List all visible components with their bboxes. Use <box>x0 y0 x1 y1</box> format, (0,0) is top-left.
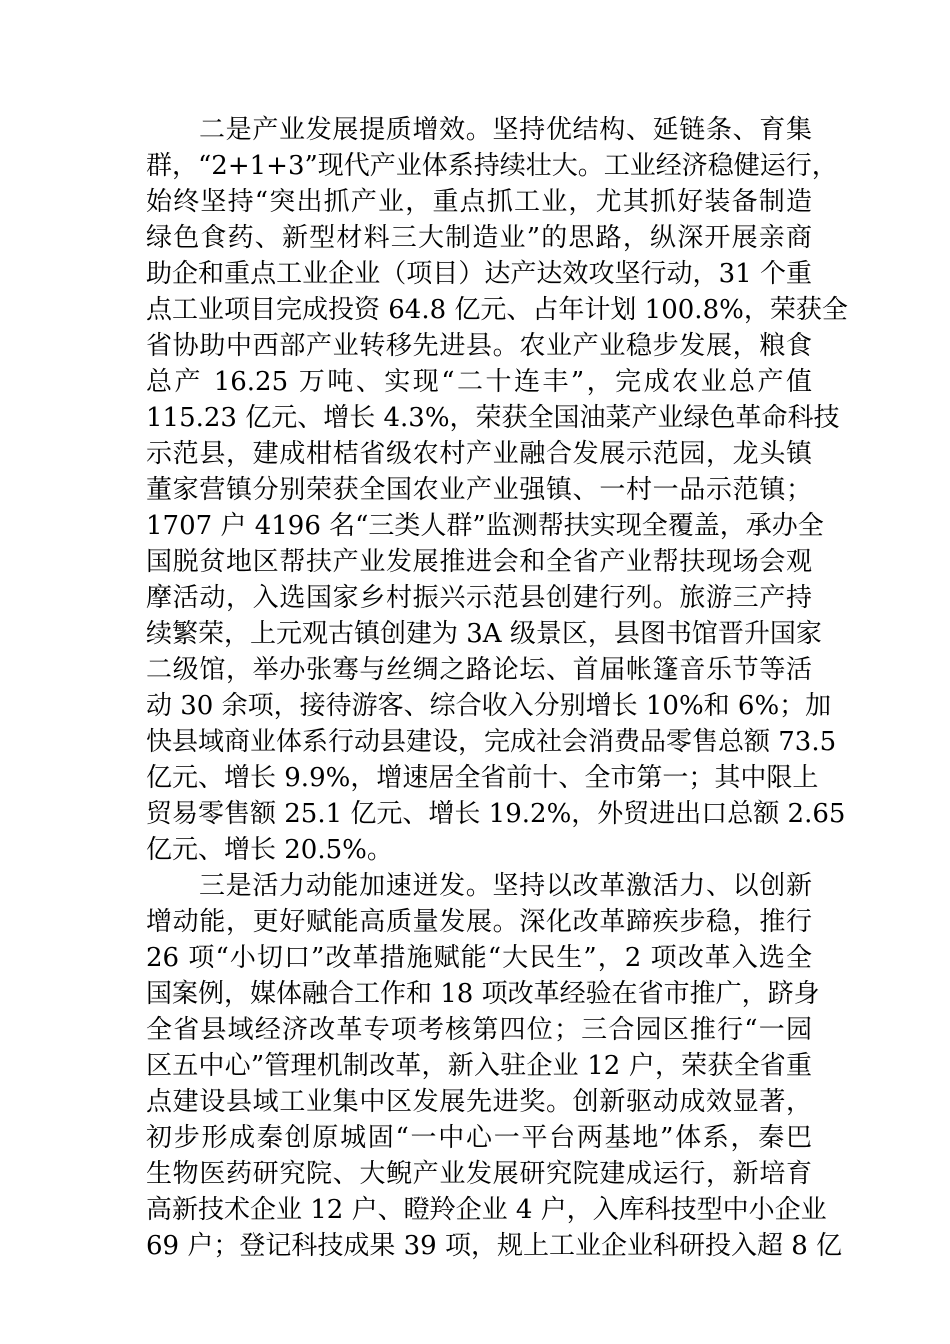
text-line: 国脱贫地区帮扶产业发展推进会和全省产业帮扶现场会观 <box>146 547 812 577</box>
text-line: 始终坚持“突出抓产业，重点抓工业，尤其抓好装备制造 <box>146 187 812 217</box>
text-line: 续繁荣，上元观古镇创建为 3A 级景区，县图书馆晋升国家 <box>146 619 822 649</box>
document-body <box>146 112 848 1264</box>
text-line: 三是活力动能加速迸发。坚持以改革激活力、以创新 <box>199 871 812 901</box>
text-line: 点建设县域工业集中区发展先进奖。创新驱动成效显著， <box>146 1087 812 1117</box>
text-line: 1707 户 4196 名“三类人群”监测帮扶实现全覆盖，承办全 <box>146 511 824 541</box>
text-line: 区五中心”管理机制改革，新入驻企业 12 户，荣获全省重 <box>146 1051 812 1081</box>
text-line: 总产 16.25 万吨、实现“二十连丰”，完成农业总产值 <box>146 367 812 397</box>
text-line: 贸易零售额 25.1 亿元、增长 19.2%，外贸进出口总额 2.65 <box>146 799 846 829</box>
paragraph <box>146 112 848 868</box>
text-line: 亿元、增长 20.5%。 <box>146 835 393 865</box>
paragraph <box>146 868 843 1264</box>
text-line: 国案例，媒体融合工作和 18 项改革经验在省市推广，跻身 <box>146 979 820 1009</box>
text-line: 115.23 亿元、增长 4.3%，荣获全国油菜产业绿色革命科技 <box>146 403 840 433</box>
text-line: 生物医药研究院、大鲵产业发展研究院建成运行，新培育 <box>146 1159 812 1189</box>
text-line: 亿元、增长 9.9%，增速居全省前十、全市第一；其中限上 <box>146 763 819 793</box>
text-line: 二级馆，举办张骞与丝绸之路论坛、首届帐篷音乐节等活 <box>146 655 812 685</box>
text-line: 示范县，建成柑桔省级农村产业融合发展示范园，龙头镇 <box>146 439 812 469</box>
text-line: 动 30 余项，接待游客、综合收入分别增长 10%和 6%；加 <box>146 691 832 721</box>
text-line: 点工业项目完成投资 64.8 亿元、占年计划 100.8%，荣获全 <box>146 295 848 325</box>
text-line: 初步形成秦创原城固“一中心一平台两基地”体系，秦巴 <box>146 1123 812 1153</box>
text-line: 省协助中西部产业转移先进县。农业产业稳步发展，粮食 <box>146 331 812 361</box>
text-line: 绿色食药、新型材料三大制造业”的思路，纵深开展亲商 <box>146 223 812 253</box>
text-line: 快县域商业体系行动县建设，完成社会消费品零售总额 73.5 <box>146 727 837 757</box>
text-line: 助企和重点工业企业（项目）达产达效攻坚行动，31 个重 <box>146 259 812 289</box>
text-line: 二是产业发展提质增效。坚持优结构、延链条、育集 <box>199 115 812 145</box>
text-line: 群，“2+1+3”现代产业体系持续壮大。工业经济稳健运行， <box>146 151 838 181</box>
text-line: 董家营镇分别荣获全国农业产业强镇、一村一品示范镇； <box>146 475 812 505</box>
text-line: 69 户；登记科技成果 39 项，规上工业企业科研投入超 8 亿 <box>146 1231 843 1261</box>
text-line: 摩活动，入选国家乡村振兴示范县创建行列。旅游三产持 <box>146 583 812 613</box>
text-line: 高新技术企业 12 户、瞪羚企业 4 户，入库科技型中小企业 <box>146 1195 827 1225</box>
text-line: 26 项“小切口”改革措施赋能“大民生”，2 项改革入选全 <box>146 943 812 973</box>
text-line: 全省县域经济改革专项考核第四位；三合园区推行“一园 <box>146 1015 812 1045</box>
text-line: 增动能，更好赋能高质量发展。深化改革蹄疾步稳，推行 <box>146 907 812 937</box>
